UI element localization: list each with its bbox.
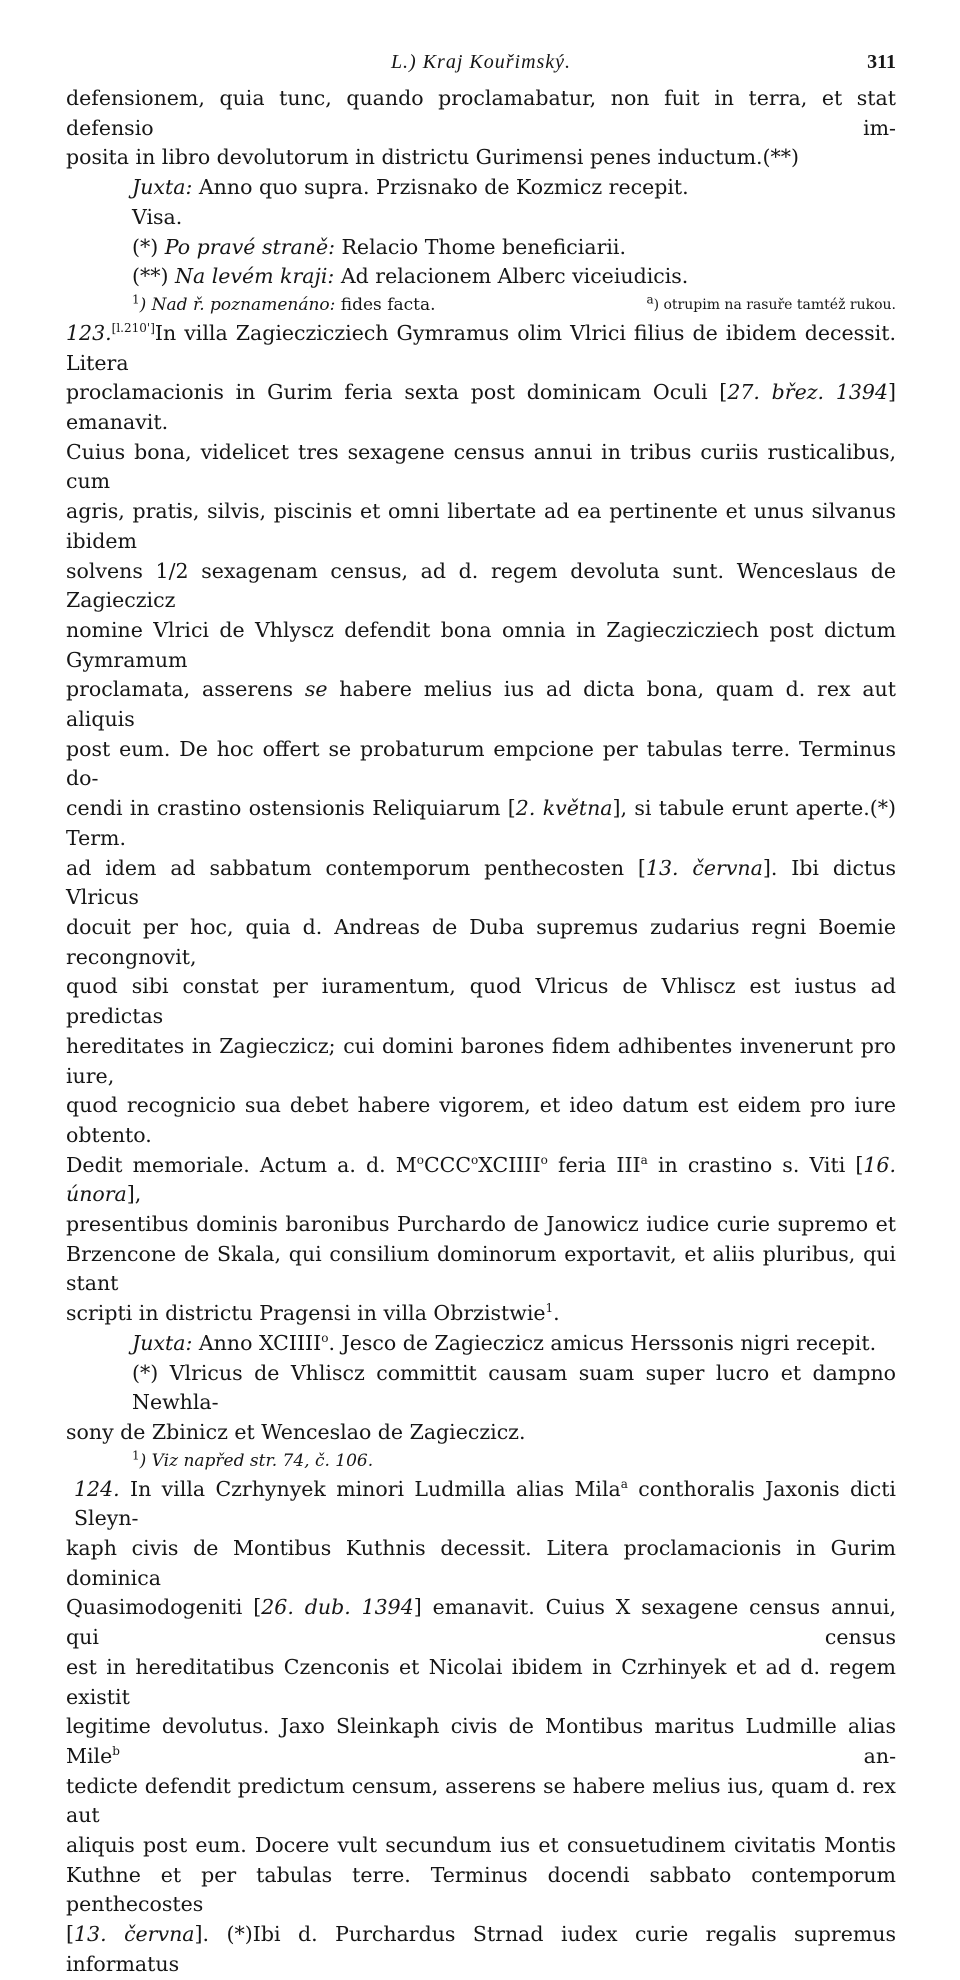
- page-number: 311: [867, 51, 896, 73]
- text-line: aliquis post eum. Docere vult secundum ius et consuetudinem civitatis Montis: [66, 1833, 896, 1858]
- line-text: [: [66, 1922, 74, 1947]
- marginal-note-2: [66, 262, 896, 292]
- line-text: an-: [119, 1743, 896, 1768]
- footnote-text: ) Viz napřed str. 74, č. 106.: [139, 1450, 374, 1471]
- date-note: 13. června: [74, 1922, 195, 1947]
- footnote-mark: 1: [132, 292, 140, 307]
- marginal-note: (*) Vlricus de Vhliscz committit causam suam super lucro et dampno Newhla-: [132, 1360, 896, 1415]
- text-line: [66, 1299, 896, 1329]
- line-text: proclamacionis in Gurim feria sexta post dominicam Oculi [: [66, 380, 728, 405]
- note-text: Ad relacionem Alberc viceiudicis.: [334, 264, 689, 289]
- date-note: 26. dub. 1394: [261, 1595, 414, 1620]
- footnote-mark: a: [646, 292, 654, 307]
- folio-reference: [l.210']: [111, 321, 155, 336]
- footnote-text: ) otrupim na rasuře tamtéž rukou.: [653, 296, 896, 313]
- line-text: in crastino s. Viti [: [647, 1152, 864, 1177]
- text-line: est in hereditatibus Czenconis et Nicolai ibidem in Czrhinyek et ad d. regem existit: [66, 1654, 896, 1709]
- line-text: CCC: [423, 1152, 472, 1177]
- text-line: [66, 1712, 896, 1771]
- footnote-1: [132, 292, 436, 319]
- line-text: ], si tabule erunt aperte.(*) Term.: [66, 796, 896, 850]
- text-line: [66, 1475, 896, 1534]
- line-text: ]. (*)Ibi d. Purchardus Strnad iudex curie regalis supremus informatus: [66, 1922, 896, 1976]
- entry-124: [66, 1475, 896, 1980]
- line-text: Anno XCIIII: [192, 1330, 322, 1355]
- text-line: quod recognicio sua debet habere vigorem, et ideo datum est eidem pro iure obtento.: [66, 1093, 896, 1147]
- note-mark: (**): [132, 264, 176, 289]
- note-mark: (*): [132, 234, 165, 259]
- footnote-text: fides facta.: [335, 294, 436, 315]
- line-text: cendi in crastino ostensionis Reliquiarum [: [66, 796, 516, 821]
- line-text: In villa Zagieczicziech Gymramus olim Vlrici filius de ibidem decessit. Litera: [66, 320, 896, 375]
- text-line: kaph civis de Montibus Kuthnis decessit. Litera proclamacionis in Gurim dominica: [66, 1536, 896, 1590]
- superscript: a: [640, 1152, 648, 1167]
- line-text: scripti in districtu Pragensi in villa Obrzistwie: [66, 1301, 546, 1326]
- entry-122-continuation: [66, 84, 896, 319]
- superscript: o: [416, 1152, 424, 1167]
- line-text: ],: [126, 1182, 142, 1207]
- footnote-label: ) Nad ř. poznamenáno:: [139, 294, 336, 315]
- text-line: [66, 1920, 896, 1979]
- visa-note: Visa.: [132, 204, 183, 229]
- footnote-a: [646, 292, 896, 319]
- text-line: Kuthne et per tabulas terre. Terminus docendi sabbato contemporum penthecostes: [66, 1862, 896, 1917]
- line-text: habere melius ius ad dicta bona, quam d. rex aut aliquis: [66, 677, 896, 732]
- text-line: [66, 378, 896, 437]
- line-text: ] emanavit. Cuius X sexagene census annui, qui census: [66, 1595, 896, 1650]
- text-line: presentibus dominis baronibus Purchardo de Janowicz iudice curie supremo et: [66, 1212, 896, 1237]
- text-line: [66, 319, 896, 378]
- marginal-note-1: [66, 233, 896, 263]
- running-title: L.) Kraj Kouřimský.: [390, 51, 572, 73]
- text-line: [66, 1151, 896, 1210]
- marginal-note-cont: sony de Zbinicz et Wenceslao de Zagieczicz.: [66, 1419, 526, 1444]
- fraction: 1/2: [155, 558, 189, 583]
- line-text: sexagenam census, ad d. regem devoluta sunt. Wenceslaus de Zagieczicz: [66, 558, 896, 613]
- footnote-mark: b: [112, 1744, 120, 1759]
- footnote-2: [66, 1448, 896, 1475]
- line-text: conthoralis Jaxonis dicti Sleyn-: [74, 1476, 896, 1531]
- page-header: [66, 44, 896, 84]
- juxta-label: Juxta:: [132, 1330, 193, 1355]
- line-text: proclamata, asserens: [66, 677, 305, 702]
- line-text: ] emanavit.: [66, 380, 896, 435]
- line-text: XCIIII: [478, 1152, 541, 1177]
- entry-123: [66, 319, 896, 1475]
- line-text: ]. Ibi dictus Vlricus: [66, 855, 896, 910]
- juxta-note: [66, 173, 896, 203]
- note-text: Relacio Thome beneficiarii.: [334, 234, 626, 259]
- text-line: defensionem, quia tunc, quando proclamabatur, non fuit in terra, et stat defensio im-: [66, 86, 896, 140]
- date-note: 27. břez. 1394: [727, 380, 888, 405]
- footnote-mark: 1: [132, 1447, 140, 1462]
- entry-number: 124.: [74, 1476, 120, 1501]
- text-line: [66, 794, 896, 853]
- line-text: Dedit memoriale. Actum a. d. M: [66, 1152, 417, 1177]
- superscript: o: [471, 1152, 479, 1167]
- note-label: Po pravé straně:: [164, 234, 335, 259]
- text-line: agris, pratis, silvis, piscinis et omni libertate ad ea pertinente et unus silvanus ibidem: [66, 499, 896, 553]
- line-text: feria III: [547, 1152, 641, 1177]
- line-text: . Jesco de Zagieczicz amicus Herssonis nigri recepit.: [328, 1330, 877, 1355]
- entry-number: 123.: [66, 320, 112, 345]
- line-text: In villa Czrhynyek minori Ludmilla alias Mila: [119, 1476, 621, 1501]
- date-note: 2. května: [515, 796, 613, 821]
- line-text: solvens: [66, 558, 156, 583]
- text-line: [66, 854, 896, 913]
- text-line: Cuius bona, videlicet tres sexagene census annui in tribus curiis rusticalibus, cum: [66, 439, 896, 494]
- text-line: posita in libro devolutorum in districtu Gurimensi penes inductum.(**): [66, 145, 800, 170]
- text-line: [66, 1593, 896, 1652]
- text-line: tedicte defendit predictum censum, asserens se habere melius ius, quam d. rex aut: [66, 1773, 896, 1828]
- line-text: .: [553, 1301, 560, 1326]
- juxta-label: Juxta:: [132, 175, 193, 200]
- superscript: o: [540, 1152, 548, 1167]
- juxta-note: [66, 1329, 896, 1359]
- date-note: 16. února: [66, 1152, 896, 1207]
- note-label: Na levém kraji:: [175, 264, 335, 289]
- footnote-mark: 1: [545, 1301, 554, 1316]
- juxta-text: Anno quo supra. Przisnako de Kozmicz recepit.: [192, 175, 689, 200]
- text-line: [66, 675, 896, 734]
- text-line: [66, 557, 896, 616]
- emphasis: se: [304, 677, 328, 702]
- text-line: quod sibi constat per iuramentum, quod Vlricus de Vhliscz est iustus ad predictas: [66, 974, 896, 1029]
- text-line: post eum. De hoc offert se probaturum empcione per tabulas terre. Terminus do-: [66, 736, 896, 791]
- text-line: nomine Vlrici de Vhlyscz defendit bona omnia in Zagieczicziech post dictum Gymramum: [66, 617, 896, 672]
- line-text: Quasimodogeniti [: [66, 1595, 262, 1620]
- line-text: legitime devolutus. Jaxo Sleinkaph civis de Montibus maritus Ludmille alias Mile: [66, 1714, 896, 1768]
- line-text: ad idem ad sabbatum contemporum penthecosten [: [66, 855, 646, 880]
- text-line: hereditates in Zagieczicz; cui domini barones fidem adhibentes invenerunt pro iure,: [66, 1033, 896, 1088]
- text-line: Brzencone de Skala, qui consilium dominorum exportavit, et aliis pluribus, qui stant: [66, 1241, 896, 1296]
- superscript: o: [321, 1331, 329, 1345]
- footnote-row: [66, 292, 896, 319]
- document-page: [66, 44, 896, 1980]
- footnote-mark: a: [620, 1476, 628, 1491]
- text-line: docuit per hoc, quia d. Andreas de Duba supremus zudarius regni Boemie recongnovit,: [66, 914, 896, 969]
- date-note: 13. června: [645, 855, 763, 880]
